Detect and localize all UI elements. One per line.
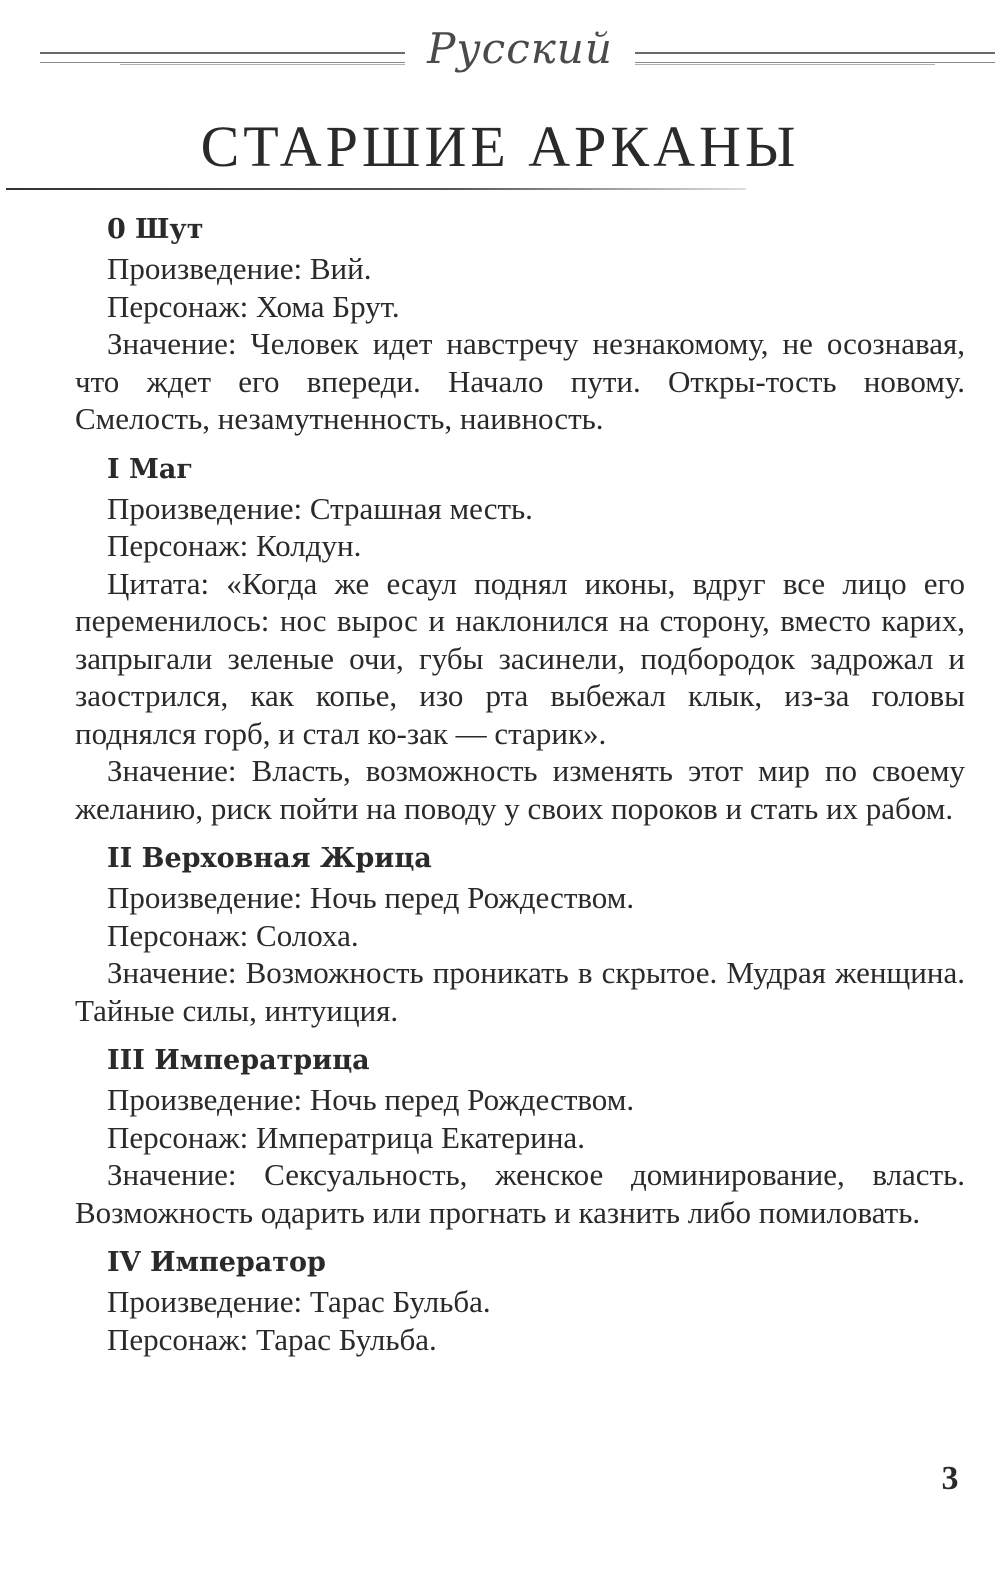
quote-paragraph: Цитата: «Когда же есаул поднял иконы, вдруг все лицо его переменилось: нос вырос и наклонился на сторону, вместо карих, запрыгали зеленые очи, губы засинели, подбородок задрожал и заострился, как копье, изо рта выбежал клык, из-за головы поднялся горб, и стал ко-зак — старик».: [75, 565, 965, 751]
page-body: [75, 210, 965, 1370]
arcana-heading: IV Император: [107, 1247, 326, 1278]
work-line: Произведение: Вий.: [107, 251, 372, 286]
meaning-paragraph: Значение: Возможность проникать в скрытое. Мудрая женщина. Тайные силы, интуиция.: [75, 955, 965, 1028]
arcana-section-emperor: [75, 1243, 965, 1358]
meaning-paragraph: Значение: Власть, возможность изменять этот мир по своему желанию, риск пойти на поводу у своих пороков и стать их рабом.: [75, 753, 965, 826]
chapter-title: СТАРШИЕ АРКАНЫ: [200, 114, 800, 179]
work-line: Произведение: Ночь перед Рождеством.: [107, 1082, 635, 1117]
arcana-heading: II Верховная Жрица: [107, 843, 432, 874]
arcana-heading: III Императрица: [107, 1045, 370, 1076]
work-line: Произведение: Тарас Бульба.: [107, 1284, 491, 1319]
title-divider: [6, 188, 746, 190]
arcana-heading: 0 Шут: [107, 214, 204, 245]
arcana-section-fool: [75, 210, 965, 438]
page-header: [0, 22, 1000, 82]
work-line: Произведение: Ночь перед Рождеством.: [107, 880, 635, 915]
book-title: Русский: [427, 24, 613, 73]
character-line: Персонаж: Солоха.: [107, 917, 359, 953]
arcana-section-high-priestess: [75, 839, 965, 1029]
header-ornament-right: [635, 52, 995, 63]
character-line: Персонаж: Хома Брут.: [107, 288, 400, 324]
arcana-heading: I Маг: [107, 453, 193, 485]
meaning-paragraph: Значение: Человек идет навстречу незнакомому, не осознавая, что ждет его впереди. Начало пути. Откры-тость новому. Смелость, незамутненность, наивность.: [75, 326, 965, 436]
header-ornament-left: [40, 52, 405, 63]
character-line: Персонаж: Колдун.: [107, 528, 362, 563]
meaning-paragraph: Значение: Сексуальность, женское доминирование, власть. Возможность одарить или прогнать и казнить либо помиловать.: [75, 1157, 965, 1230]
character-line: Персонаж: Императрица Екатерина.: [107, 1119, 585, 1155]
character-line: Персонаж: Тарас Бульба.: [107, 1321, 437, 1357]
work-line: Произведение: Страшная месть.: [107, 490, 533, 526]
arcana-section-empress: [75, 1041, 965, 1231]
page-number: 3: [941, 1460, 959, 1497]
arcana-section-magician: [75, 450, 965, 828]
